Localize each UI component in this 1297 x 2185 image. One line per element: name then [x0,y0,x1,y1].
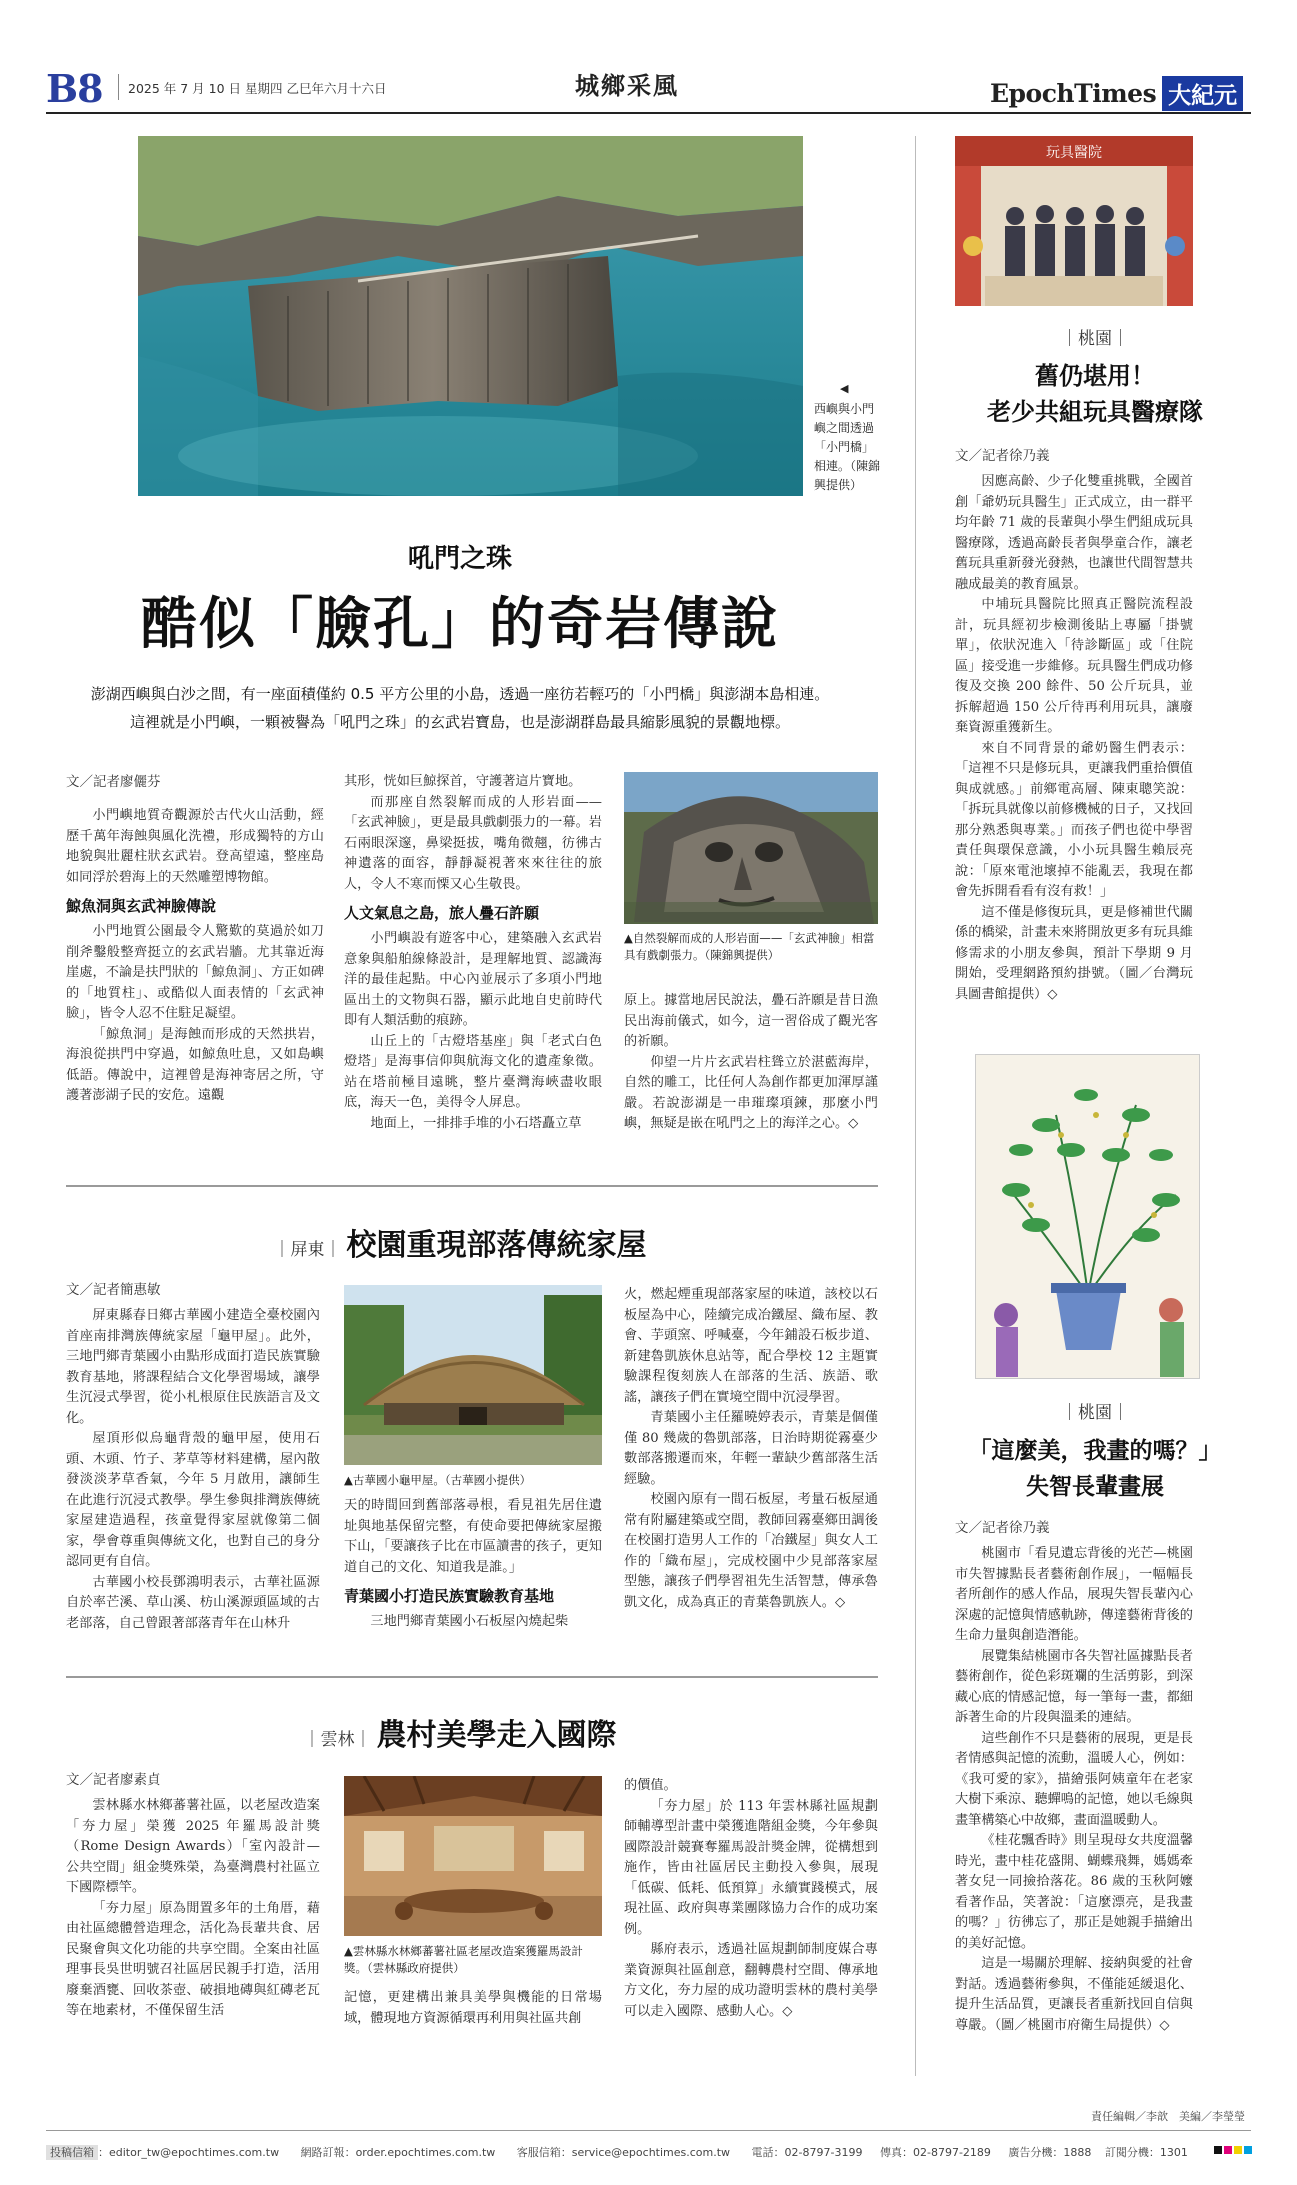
paintings-paragraph: 桃園市「看見遺忘背後的光芒—桃園市失智據點長者藝術創作展」，一幅幅長者所創作的感人作品，展現失智長輩內心深處的記憶與情感軌跡，傳達藝術背後的生命力量與創造潛能。 [955,1546,1193,1643]
pingtung-heading [0,1220,920,1264]
main-byline: 文／記者廖儷芬 [66,774,161,790]
page-number: B8 [46,66,103,111]
main-paragraph: 小門地質公園最令人驚歎的莫過於如刀削斧鑿般整齊挺立的玄武岩牆。尤其靠近海崖處，不論是扶門狀的「鯨魚洞」、方正如碑的「地質柱」、或酷似人面表情的「玄武神臉」，皆令人忍不住駐足凝望。 [66,924,324,1021]
brand-logo [990,76,1243,111]
section-title: 城鄉采風 [575,71,679,100]
footer-order-label: 網路訂報 [300,2146,345,2159]
brand-name: EpochTimes [990,79,1157,108]
footer-sub: 1301 [1159,2146,1188,2159]
paintings-headline-2: 失智長輩畫展 [1026,1473,1164,1500]
yunlin-paragraph: 「夯力屋」原為閒置多年的土角厝，藉由社區總體營造理念，活化為長輩共食、居民聚會與文化功能的共享空間。全案由社區理事長吳世明號召社區居民親手打造，活用廢棄酒甕、回收茶壺、破損地磚與紅磚老瓦等在地素材，不僅保留生活 [66,1900,320,2018]
pingtung-region: ｜屏東｜ [273,1240,342,1260]
yunlin-column-3 [624,1776,878,2022]
yunlin-paragraph: 記憶，更建構出兼具美學與機能的日常場域，體現地方資源循環再利用與社區共創 [344,1990,602,2026]
xiaomen-aerial-photo [138,136,803,496]
turtle-house-photo [344,1285,602,1465]
pingtung-paragraph: 天的時間回到舊部落尋根，看見祖先居住遺址與地基保留完整，有使命要把傳統家屋搬下山，「要讓孩子比在市區讀書的孩子，更知道自己的文化、知道我是誰。」 [344,1498,602,1575]
turtle-house-caption: ▲古華國小龜甲屋。（古華國小提供） [344,1473,532,1487]
yunlin-region: ｜雲林｜ [303,1730,372,1750]
yunlin-paragraph: 雲林縣水林鄉蕃薯社區，以老屋改造案「夯力屋」榮獲 2025 年羅馬設計獎（Rome Design Awards）「室內設計—公共空間」組金獎殊榮，為臺灣農村社區立下國際標竿。 [66,1798,320,1895]
footer-phone-label: 電話 [751,2146,774,2159]
issue-date: 2025 年 7 月 10 日 星期四 乙巳年六月十六日 [128,81,387,96]
footer-ad: 1888 [1063,2146,1092,2159]
hangli-house-photo [344,1776,602,1936]
main-lead-1: 澎湖西嶼與白沙之間，有一座面積僅約 0.5 平方公里的小島，透過一座彷若輕巧的「小門橋」與澎湖本島相連。 [90,685,830,703]
pingtung-headline: 校園重現部落傳統家屋 [346,1228,647,1263]
main-paragraph: 仰望一片片玄武岩柱聳立於湛藍海岸，自然的雕工，比任何人為創作都更加渾厚謹嚴。若說澎湖是一串璀璨項鍊，那麼小門嶼，無疑是嵌在吼門之上的海洋之心。◇ [624,1054,878,1131]
main-paragraph: 其形，恍如巨鯨探首，守護著這片寶地。 [344,774,582,789]
footer-contacts: 投稿信箱 ：editor_tw@epochtimes.com.tw 網路訂報：order.epochtimes.com.tw 客服信箱：service@epochtimes.com.tw 電話：02-8797-3199 傳真：02-8797-2189 廣告分機：1888 訂閱分機：1301 [46,2144,1206,2160]
yunlin-column-1 [66,1770,320,2022]
main-paragraph: 而那座自然裂解而成的人形岩面——「玄武神臉」，更是最具戲劇張力的一幕。岩石兩眼深邃，鼻梁挺拔，嘴角微翹，彷彿古神遺落的面容，靜靜凝視著來來往往的旅人，令人不寒而慄又心生敬畏。 [344,794,602,892]
toys-region: ｜桃園｜ [1061,329,1129,349]
pingtung-paragraph: 三地門鄉青葉國小石板屋內燒起柴 [370,1614,569,1629]
yunlin-headline: 農村美學走入國際 [376,1718,617,1753]
main-paragraph: 小門嶼地質奇觀源於古代火山活動，經歷千萬年海蝕與風化洗禮，形成獨特的方山地貌與壯麗柱狀玄武岩。登高望遠，整座島如同浮於碧海上的天然雕塑博物館。 [66,808,324,885]
toys-paragraph: 中埔玩具醫院比照真正醫院流程設計，玩具經初步檢測後貼上專屬「掛號單」，依狀況進入「待診斷區」或「住院區」接受進一步維修。玩具醫生們成功修復及交換 200 餘件、50 公斤玩具，並拆解超過 150 公斤待再利用玩具，讓廢棄資源重獲新生。 [955,597,1193,735]
pingtung-paragraph: 校園內原有一間石板屋，考量石板屋通常有附屬建築或空間，教師回霧臺鄉田調後在校園打造男人工作的「冶鐵屋」與女人工作的「織布屋」，完成校園中少見部落家屋型態，讓孩子們學習祖先生活智慧，傳承魯凱文化，成為真正的青葉魯凱族人。◇ [624,1492,878,1610]
pingtung-column-1 [66,1280,320,1634]
yunlin-paragraph: 縣府表示，透過社區規劃師制度媒合專業資源與社區創意，翻轉農村空間、傳承地方文化，夯力屋的成功證明雲林的農村美學可以走入國際、感動人心。◇ [624,1942,878,2019]
main-headline: 酷似「臉孔」的奇岩傳說 [141,591,779,657]
paintings-region: ｜桃園｜ [1061,1403,1129,1423]
toys-paragraph: 來自不同背景的爺奶醫生們表示：「這裡不只是修玩具，更讓我們重拾價值與成就感。」前鄉電高層、陳東聰笑說：「拆玩具就像以前修機械的日子，又找回那分熟悉與專業。」而孩子們也從中學習責任與環保意識，小小玩具醫生賴辰亮說：「原來電池壞掉不能亂丟，我現在都會先拆開看看有沒有救！」 [955,740,1193,899]
main-subhead-1: 鯨魚洞與玄武神臉傳說 [66,897,217,915]
footer-submit-email[interactable]: editor_tw@epochtimes.com.tw [109,2146,280,2159]
toys-headline-1: 舊仍堪用！ [1035,361,1155,390]
pingtung-paragraph: 古華國小校長鄧鴻明表示，古華社區源自於率芒溪、草山溪、枋山溪源頭區域的古老部落，自己曾跟著部落青年在山林升 [66,1574,320,1631]
paintings-byline: 文／記者徐乃義 [955,1520,1050,1536]
footer-ad-label: 廣告分機 [1008,2146,1053,2159]
footer-phone: 02-8797-3199 [784,2146,863,2159]
aerial-photo-caption: 西嶼與小門嶼之間透過「小門橋」相連。（陳錦興提供） [814,402,881,492]
toys-column [955,446,1193,1005]
footer-service-label: 客服信箱 [516,2146,561,2159]
main-paragraph: 地面上，一排排手堆的小石塔矗立草 [370,1115,582,1131]
pingtung-subhead: 青葉國小打造民族實驗教育基地 [344,1587,555,1605]
toy-hospital-sign: 玩具醫院 [1046,145,1102,161]
paintings-paragraph: 這是一場關於理解、接納與愛的社會對話。透過藝術參與，不僅能延緩退化、提升生活品質，更讓長者重新找回自信與尊嚴。（圖／桃園市府衛生局提供）◇ [955,1956,1193,2033]
toys-byline: 文／記者徐乃義 [955,448,1050,464]
main-column-2 [344,772,602,1134]
color-registration-mark [1214,2146,1252,2154]
aerial-caption-marker: ◀ [840,382,849,395]
toys-paragraph: 這不僅是修復玩具，更是修補世代關係的橋梁，計畫未來將開放更多有玩具維修需求的小朋友參與，預計下學期 9 月開始，受理網路預約掛號。（圖／台灣玩具圖書館提供）◇ [955,904,1193,1002]
pingtung-paragraph: 屏東縣春日鄉古華國小建造全臺校園內首座南排灣族傳統家屋「龜甲屋」。此外，三地門鄉青葉國小由點形成面打造民族實驗教育基地，將課程結合文化學習場域，讓學生沉浸式學習，從小札根原住民族語言及文化。 [66,1308,320,1426]
basalt-face-photo [624,772,878,924]
main-paragraph: 小門嶼設有遊客中心，建築融入玄武岩意象與船舶線條設計，是理解地質、認識海洋的最佳起點。中心內並展示了多項小門地區出土的文物與石器，顯示此地自史前時代即有人類活動的痕跡。 [344,931,602,1028]
paintings-paragraph: 這些創作不只是藝術的展現，更是長者情感與記憶的流動，溫暖人心，例如：《我可愛的家》，描繪張阿姨童年在老家大樹下乘涼、聽蟬鳴的記憶，她以毛線與畫筆構築心中故鄉，畫面溫暖動人。 [955,1730,1193,1828]
footer-fax-label: 傳真 [879,2146,902,2159]
main-paragraph: 原上。據當地居民說法，疊石許願是昔日漁民出海前儀式，如今，這一習俗成了觀光客的祈願。 [624,993,878,1049]
basalt-face-caption: ▲自然裂解而成的人形岩面——「玄武神臉」相當具有戲劇張力。（陳錦興提供） [624,931,875,962]
yunlin-paragraph: 「夯力屋」於 113 年雲林縣社區規劃師輔導型計畫中榮獲進階組金獎，今年參與國際設計競賽奪羅馬設計獎金牌，從構想到施作，皆由社區居民主動投入參與，展現「低碳、低耗、低預算」永續實踐模式，展現社區、政府與專業團隊協力合作的成功案例。 [624,1798,878,1937]
main-subhead-2: 人文氣息之島，旅人疊石許願 [344,904,540,922]
footer-sub-label: 訂閱分機 [1104,2146,1149,2159]
yunlin-heading [0,1710,920,1754]
elder-painting-image [975,1054,1200,1379]
pingtung-column-2 [344,1496,602,1633]
pingtung-paragraph: 青葉國小主任羅曉婷表示，青葉是個僅僅 80 幾歲的魯凱部落，日治時期從霧臺少數部落搬遷而來，年輕一輩缺少舊部落生活經驗。 [624,1410,878,1487]
pingtung-byline: 文／記者簡惠敏 [66,1282,161,1298]
main-column-1 [66,772,324,1107]
main-paragraph: 山丘上的「古燈塔基座」與「老式白色燈塔」是海事信仰與航海文化的遺產象徵。站在塔前極目遠眺，整片臺灣海峽盡收眼底，海天一色，美得令人屏息。 [344,1033,602,1110]
brand-cn: 大紀元 [1162,76,1243,111]
footer-service-email[interactable]: service@epochtimes.com.tw [571,2146,731,2159]
hangli-house-caption: ▲雲林縣水林鄉蕃薯社區老屋改造案獲羅馬設計獎。（雲林縣政府提供） [344,1944,583,1975]
main-paragraph: 「鯨魚洞」是海蝕而形成的天然拱岩，海浪從拱門中穿過，如鯨魚吐息，又如島嶼低語。傳說中，這裡曾是海神寄居之所，守護著澎湖子民的安危。遠觀 [66,1026,324,1103]
toy-hospital-photo [955,136,1193,306]
paintings-paragraph: 展覽集結桃園市各失智社區據點長者藝術創作，從色彩斑斕的生活剪影，到深藏心底的情感記憶，每一筆每一畫，都細訴著生命的片段與溫柔的連結。 [955,1648,1193,1725]
pingtung-paragraph: 火，燃起煙重現部落家屋的味道，該校以石板屋為中心，陸續完成冶鐵屋、織布屋、教會、芋頭窯、呼喊臺，今年鋪設石板步道、新建魯凱族休息站等，配合學校 12 主題實驗課程復刻族人在部落的生活、族語、歌謠，讓孩子們在實境空間中沉浸學習。 [624,1287,878,1405]
pingtung-paragraph: 屋頂形似烏龜背殼的龜甲屋，使用石頭、木頭、竹子、茅草等材料建構，屋內散發淡淡茅草香氣，今年 5 月啟用，讓師生在此進行沉浸式教學。學生參與排灣族傳統家屋建造過程，孩童覺得家屋就像第二個家，學會尊重與傳統文化，也對自己的身分認同更有自信。 [66,1431,320,1569]
yunlin-byline: 文／記者廖素貞 [66,1772,161,1788]
footer-fax: 02-8797-2189 [912,2146,991,2159]
main-column-3 [624,991,878,1135]
yunlin-paragraph: 的價值。 [624,1778,677,1793]
toys-paragraph: 因應高齡、少子化雙重挑戰，全國首創「爺奶玩具醫生」正式成立，由一群平均年齡 71 歲的長輩與小學生們組成玩具醫療隊，透過高齡長者與學童合作，讓老舊玩具重新發光發熱，也讓世代間智慧共融成最美的教育風景。 [955,474,1193,592]
paintings-column [955,1518,1193,2036]
editor-credits: 責任編輯／李歆 美編／李瑩瑩 [1091,2110,1245,2123]
paintings-headline-1: 「這麼美，我畫的嗎？」 [968,1437,1222,1464]
toys-headline-2: 老少共組玩具醫療隊 [987,397,1203,426]
yunlin-column-2 [344,1988,602,2029]
pingtung-column-3 [624,1285,878,1613]
footer-submit-label: 投稿信箱 [46,2145,98,2160]
main-lead-2: 這裡就是小門嶼，一顆被譽為「吼門之珠」的玄武岩寶島，也是澎湖群島最具縮影風貌的景觀地標。 [129,713,790,731]
main-kicker: 吼門之珠 [407,544,512,574]
paintings-paragraph: 《桂花飄香時》則呈現母女共度溫馨時光，畫中桂花盛開、蝴蝶飛舞，媽媽牽著女兒一同撿拾落花。86 歲的玉秋阿嬤看著作品，笑著說：「這麼漂亮，是我畫的嗎？」彷彿忘了，那正是她親手描繪出的美好記憶。 [955,1833,1193,1951]
footer-order-link[interactable]: order.epochtimes.com.tw [355,2146,496,2159]
